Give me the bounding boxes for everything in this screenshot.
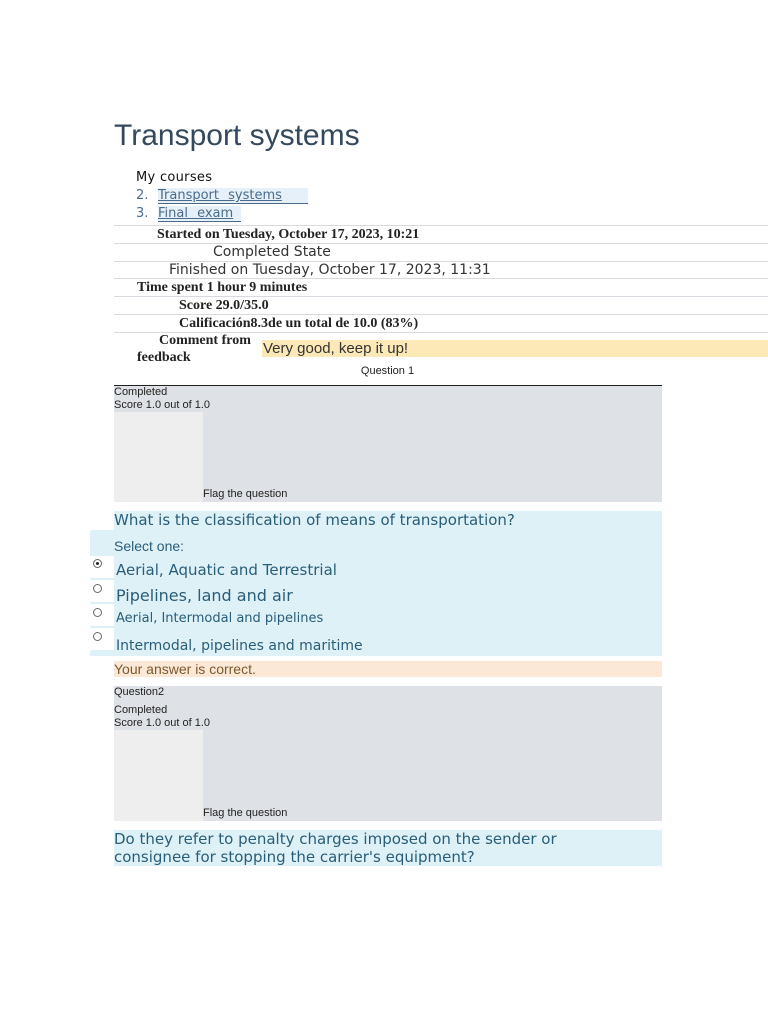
question-1-score: Score 1.0 out of 1.0 — [114, 399, 211, 411]
breadcrumb-item-course — [136, 187, 308, 204]
page-title: Transport systems — [114, 119, 360, 152]
option-3-label[interactable]: Aerial, Intermodal and pipelines — [116, 611, 324, 626]
feedback-value: Very good, keep it up! — [262, 340, 768, 357]
question-1-info — [114, 386, 662, 502]
breadcrumb-number: 2. — [136, 188, 149, 203]
breadcrumb-label: My courses — [136, 170, 213, 185]
summary-score: Score 29.0/35.0 — [179, 298, 269, 313]
question-2-score: Score 1.0 out of 1.0 — [114, 717, 211, 729]
feedback-label-line-2: feedback — [137, 350, 191, 365]
option-4-label[interactable]: Intermodal, pipelines and maritime — [116, 638, 363, 654]
question-1-info-panel — [114, 412, 203, 502]
question-1-text: What is the classification of means of transportation? — [114, 511, 515, 529]
radio-option-4[interactable] — [93, 632, 102, 641]
summary-time-spent: Time spent 1 hour 9 minutes — [137, 280, 308, 295]
answer-feedback: Your answer is correct. — [114, 661, 662, 677]
question-2-info-panel — [114, 730, 203, 821]
question-1-state: Completed — [114, 386, 168, 398]
option-1-label[interactable]: Aerial, Aquatic and Terrestrial — [116, 561, 337, 579]
radio-option-3[interactable] — [93, 608, 102, 617]
option-2-label[interactable]: Pipelines, land and air — [116, 586, 293, 605]
summary-finished: Finished on Tuesday, October 17, 2023, 11:31 — [169, 262, 491, 278]
question-1-heading: Question 1 — [360, 365, 415, 377]
question-2-heading: Question2 — [114, 686, 165, 698]
breadcrumb-link-final-exam[interactable]: Final exam — [158, 206, 234, 221]
breadcrumb-my-courses[interactable] — [136, 169, 212, 186]
select-one-prompt: Select one: — [114, 538, 185, 554]
question-1-flag-button[interactable]: Flag the question — [203, 488, 288, 500]
radio-option-1[interactable] — [93, 559, 102, 568]
question-2-text-line-1: Do they refer to penalty charges imposed on the sender or — [114, 830, 557, 848]
feedback-label — [137, 332, 259, 366]
breadcrumb-number: 3. — [136, 206, 149, 221]
question-1-text-box — [114, 511, 662, 530]
summary-started: Started on Tuesday, October 17, 2023, 10:21 — [157, 227, 420, 242]
breadcrumb-link-transport-systems[interactable]: Transport systems — [158, 188, 282, 203]
summary-state: Completed State — [213, 244, 331, 260]
summary-grade: Calificación8.3de un total de 10.0 (83%) — [179, 316, 419, 331]
question-2-info — [114, 686, 662, 821]
question-2-flag-button[interactable]: Flag the question — [203, 807, 288, 819]
breadcrumb-item-exam — [136, 205, 241, 222]
question-2-text-box — [114, 830, 662, 866]
question-2-state: Completed — [114, 704, 168, 716]
radio-option-2[interactable] — [93, 584, 102, 593]
feedback-label-line-1: Comment from — [159, 333, 251, 348]
question-2-text-line-2: consignee for stopping the carrier's equipment? — [114, 848, 475, 866]
